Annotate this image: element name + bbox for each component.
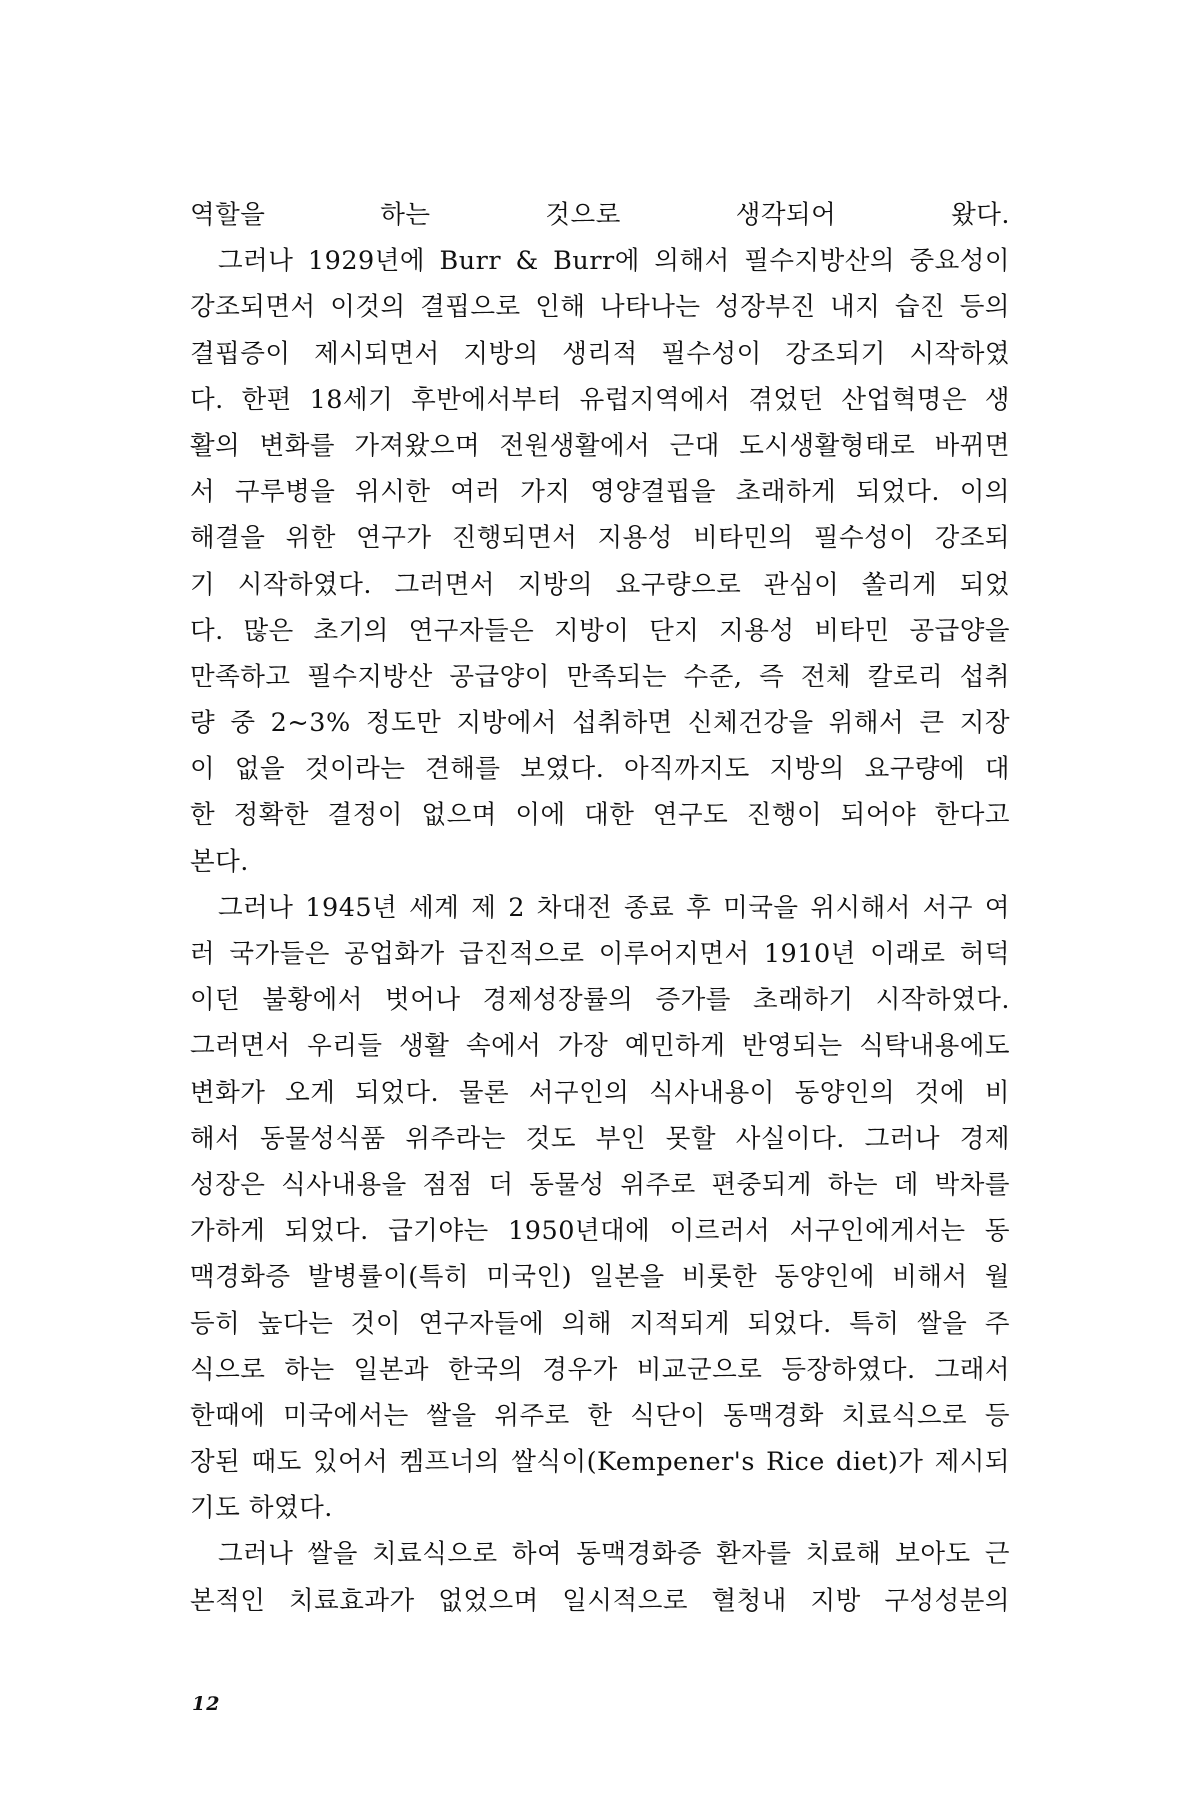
text-line: 역할을 하는 것으로 생각되어 왔다. [190, 200, 1010, 230]
text-line: 이던 불황에서 벗어나 경제성장률의 증가를 초래하기 시작하였다. [190, 985, 1010, 1016]
text-line: 식으로 하는 일본과 한국의 경우가 비교군으로 등장하였다. 그래서 [190, 1354, 1010, 1385]
text-line: 만족하고 필수지방산 공급양이 만족되는 수준, 즉 전체 칼로리 섭취 [190, 661, 1010, 692]
text-line: 가하게 되었다. 급기야는 1950년대에 이르러서 서구인에게서는 동 [190, 1216, 1010, 1247]
text-line: 결핍증이 제시되면서 지방의 생리적 필수성이 강조되기 시작하였 [190, 338, 1010, 369]
text-line: 강조되면서 이것의 결핍으로 인해 나타나는 성장부진 내지 습진 등의 [190, 292, 1010, 323]
text-line: 본적인 치료효과가 없었으며 일시적으로 혈청내 지방 구성성분의 [190, 1585, 1010, 1616]
text-line: 한 정확한 결정이 없으며 이에 대한 연구도 진행이 되어야 한다고 [190, 800, 1010, 831]
text-line: 이 없을 것이라는 견해를 보였다. 아직까지도 지방의 요구량에 대 [190, 754, 1010, 785]
text-line: 그러면서 우리들 생활 속에서 가장 예민하게 반영되는 식탁내용에도 [190, 1031, 1010, 1062]
text-line: 서 구루병을 위시한 여러 가지 영양결핍을 초래하게 되었다. 이의 [190, 477, 1010, 508]
text-line: 등히 높다는 것이 연구자들에 의해 지적되게 되었다. 특히 쌀을 주 [190, 1308, 1010, 1339]
text-line: 기 시작하였다. 그러면서 지방의 요구량으로 관심이 쏠리게 되었 [190, 569, 1010, 600]
text-line: 러 국가들은 공업화가 급진적으로 이루어지면서 1910년 이래로 허덕 [190, 939, 1010, 969]
text-line: 활의 변화를 가져왔으며 전원생활에서 근대 도시생활형태로 바뀌면 [190, 430, 1010, 461]
body-text [190, 192, 1010, 1624]
text-line: 한때에 미국에서는 쌀을 위주로 한 식단이 동맥경화 치료식으로 등 [190, 1400, 1010, 1431]
text-line: 그러나 1945년 세계 제 2 차대전 종료 후 미국을 위시해서 서구 여 [218, 892, 1010, 923]
text-line: 장된 때도 있어서 켐프너의 쌀식이(Kempener's Rice diet)가 제시되 [190, 1447, 1010, 1478]
text-line: 량 중 2~3% 정도만 지방에서 섭취하면 신체건강을 위해서 큰 지장 [190, 708, 1010, 739]
text-line: 다. 많은 초기의 연구자들은 지방이 단지 지용성 비타민 공급양을 [190, 615, 1010, 646]
text-line: 그러나 쌀을 치료식으로 하여 동맥경화증 환자를 치료해 보아도 근 [218, 1539, 1010, 1570]
text-line: 해결을 위한 연구가 진행되면서 지용성 비타민의 필수성이 강조되 [190, 523, 1010, 554]
page-number: 12 [192, 1693, 221, 1715]
text-line: 그러나 1929년에 Burr & Burr에 의해서 필수지방산의 중요성이 [218, 246, 1010, 277]
text-line: 변화가 오게 되었다. 물론 서구인의 식사내용이 동양인의 것에 비 [190, 1077, 1010, 1108]
text-line: 기도 하였다. [190, 1493, 333, 1524]
text-line: 본다. [190, 846, 249, 877]
text-line: 해서 동물성식품 위주라는 것도 부인 못할 사실이다. 그러나 경제 [190, 1123, 1010, 1154]
text-line: 다. 한편 18세기 후반에서부터 유럽지역에서 겪었던 산업혁명은 생 [190, 384, 1010, 415]
text-line: 성장은 식사내용을 점점 더 동물성 위주로 편중되게 하는 데 박차를 [190, 1169, 1010, 1200]
text-line: 맥경화증 발병률이(특히 미국인) 일본을 비롯한 동양인에 비해서 월 [190, 1262, 1010, 1293]
